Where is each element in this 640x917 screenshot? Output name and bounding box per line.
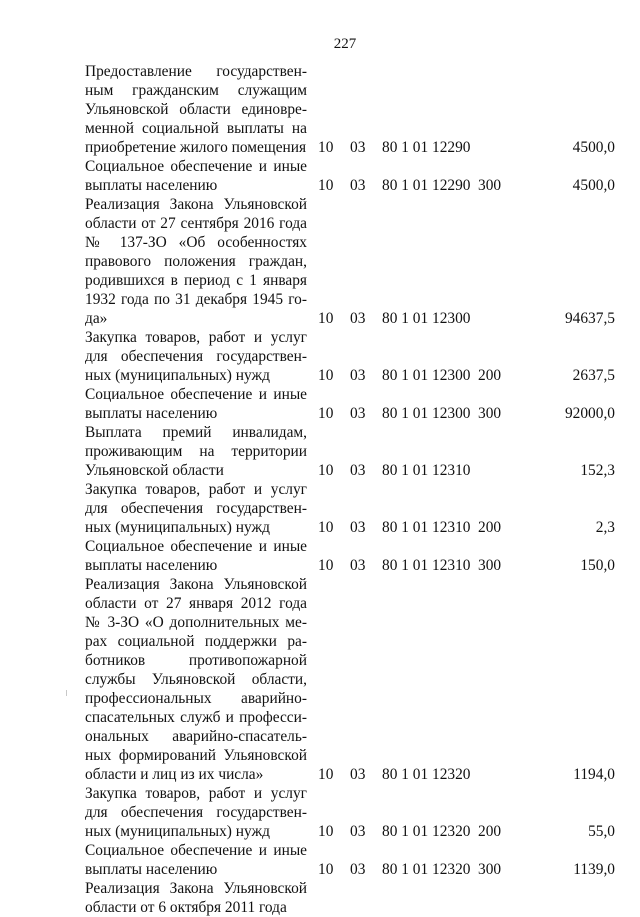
amount: 2,3 — [595, 519, 615, 536]
amount: 1139,0 — [573, 861, 615, 878]
description-line: службы Ульяновской области, — [85, 671, 307, 688]
expense-type-code: 300 — [478, 405, 502, 422]
section-code: 10 — [318, 405, 334, 422]
row-codes — [85, 765, 615, 784]
amount: 150,0 — [580, 557, 615, 574]
row-codes — [85, 461, 615, 480]
description-line: 1932 года по 31 декабря 1945 го- — [85, 291, 307, 308]
expense-type-code: 200 — [478, 519, 502, 536]
target-article-code: 80 1 01 12320 — [382, 766, 471, 783]
row-codes — [85, 898, 615, 917]
table-row — [85, 480, 615, 537]
table-row — [85, 537, 615, 575]
row-codes — [85, 822, 615, 841]
description-line: № 137-ЗО «Об особенностях — [85, 234, 307, 251]
subsection-code: 03 — [350, 310, 366, 327]
target-article-code: 80 1 01 12320 — [382, 823, 471, 840]
description-line: Реализация Закона Ульяновской — [85, 576, 307, 593]
table-row — [85, 784, 615, 841]
description-line: профессиональных аварийно- — [85, 690, 307, 707]
target-article-code: 80 1 01 12300 — [382, 367, 471, 384]
description-line: Социальное обеспечение и иные — [85, 842, 307, 859]
expense-type-code: 200 — [478, 367, 502, 384]
target-article-code: 80 1 01 12310 — [382, 557, 471, 574]
amount: 92000,0 — [564, 405, 615, 422]
description-line: родившихся в период с 1 января — [85, 272, 307, 289]
description-line: ных (муниципальных) нужд — [85, 823, 270, 840]
description-line: ных (муниципальных) нужд — [85, 367, 270, 384]
row-codes — [85, 366, 615, 385]
expense-type-code: 300 — [478, 177, 502, 194]
subsection-code: 03 — [350, 405, 366, 422]
description-line: Предоставление государствен- — [85, 63, 307, 80]
description-line: Закупка товаров, работ и услуг — [85, 329, 307, 346]
page-number: 227 — [333, 36, 357, 52]
table-row — [85, 328, 615, 385]
description-line: выплаты населению — [85, 405, 218, 422]
description-line: Ульяновской области единовре- — [85, 101, 307, 118]
description-line: Закупка товаров, работ и услуг — [85, 785, 307, 802]
table-row — [85, 423, 615, 480]
section-code: 10 — [318, 823, 334, 840]
row-description — [85, 575, 307, 784]
target-article-code: 80 1 01 12320 — [382, 861, 471, 878]
description-line: для обеспечения государствен- — [85, 500, 307, 517]
amount: 4500,0 — [572, 177, 615, 194]
description-line: ботников противопожарной — [85, 652, 307, 669]
description-line: № 3-ЗО «О дополнительных ме- — [85, 614, 307, 631]
description-line: области от 6 октября 2011 года — [85, 899, 287, 916]
section-code: 10 — [318, 766, 334, 783]
description-line: Реализация Закона Ульяновской — [85, 196, 307, 213]
table-row — [85, 841, 615, 879]
section-code: 10 — [318, 557, 334, 574]
amount: 1194,0 — [573, 766, 615, 783]
subsection-code: 03 — [350, 766, 366, 783]
description-line: Социальное обеспечение и иные — [85, 158, 307, 175]
description-line: Ульяновской области — [85, 462, 224, 479]
subsection-code: 03 — [350, 519, 366, 536]
margin-mark — [66, 690, 67, 696]
description-line: выплаты населению — [85, 861, 218, 878]
section-code: 10 — [318, 861, 334, 878]
description-line: ных (муниципальных) нужд — [85, 519, 270, 536]
expense-type-code: 300 — [478, 557, 502, 574]
description-line: приобретение жилого помещения — [85, 139, 307, 156]
amount: 55,0 — [588, 823, 615, 840]
section-code: 10 — [318, 177, 334, 194]
section-code: 10 — [318, 519, 334, 536]
table-row — [85, 879, 615, 917]
description-line: Социальное обеспечение и иные — [85, 538, 307, 555]
row-codes — [85, 309, 615, 328]
target-article-code: 80 1 01 12290 — [382, 177, 471, 194]
description-line: Выплата премий инвалидам, — [85, 424, 307, 441]
target-article-code: 80 1 01 12300 — [382, 405, 471, 422]
description-line: выплаты населению — [85, 177, 218, 194]
row-codes — [85, 404, 615, 423]
target-article-code: 80 1 01 12290 — [382, 139, 471, 156]
row-codes — [85, 860, 615, 879]
description-line: рах социальной поддержки ра- — [85, 633, 307, 650]
row-codes — [85, 138, 615, 157]
description-line: проживающим на территории — [85, 443, 307, 460]
row-codes — [85, 556, 615, 575]
amount: 2637,5 — [572, 367, 615, 384]
section-code: 10 — [318, 310, 334, 327]
description-line: Закупка товаров, работ и услуг — [85, 481, 307, 498]
description-line: для обеспечения государствен- — [85, 348, 307, 365]
table-row — [85, 195, 615, 328]
subsection-code: 03 — [350, 823, 366, 840]
description-line: Социальное обеспечение и иные — [85, 386, 307, 403]
target-article-code: 80 1 01 12300 — [382, 310, 471, 327]
subsection-code: 03 — [350, 367, 366, 384]
section-code: 10 — [318, 139, 334, 156]
budget-table — [85, 62, 615, 917]
section-code: 10 — [318, 367, 334, 384]
expense-type-code: 200 — [478, 823, 502, 840]
subsection-code: 03 — [350, 861, 366, 878]
description-line: ным гражданским служащим — [85, 82, 307, 99]
table-row — [85, 157, 615, 195]
expense-type-code: 300 — [478, 861, 502, 878]
description-line: Реализация Закона Ульяновской — [85, 880, 307, 897]
table-row — [85, 62, 615, 157]
table-row — [85, 385, 615, 423]
subsection-code: 03 — [350, 139, 366, 156]
description-line: для обеспечения государствен- — [85, 804, 307, 821]
subsection-code: 03 — [350, 557, 366, 574]
description-line: менной социальной выплаты на — [85, 120, 307, 137]
description-line: выплаты населению — [85, 557, 218, 574]
row-codes — [85, 176, 615, 195]
description-line: ональных аварийно-спасатель- — [85, 728, 307, 745]
amount: 4500,0 — [572, 139, 615, 156]
description-line: ных формирований Ульяновской — [85, 747, 307, 764]
description-line: области от 27 января 2012 года — [85, 595, 307, 612]
section-code: 10 — [318, 462, 334, 479]
description-line: спасательных служб и професси- — [85, 709, 307, 726]
description-line: области от 27 сентября 2016 года — [85, 215, 307, 232]
table-row — [85, 575, 615, 784]
description-line: области и лиц из их числа» — [85, 766, 264, 783]
target-article-code: 80 1 01 12310 — [382, 519, 471, 536]
amount: 152,3 — [580, 462, 615, 479]
subsection-code: 03 — [350, 177, 366, 194]
target-article-code: 80 1 01 12310 — [382, 462, 471, 479]
amount: 94637,5 — [564, 310, 615, 327]
description-line: правового положения граждан, — [85, 253, 307, 270]
row-codes — [85, 518, 615, 537]
description-line: да» — [85, 310, 108, 327]
subsection-code: 03 — [350, 462, 366, 479]
